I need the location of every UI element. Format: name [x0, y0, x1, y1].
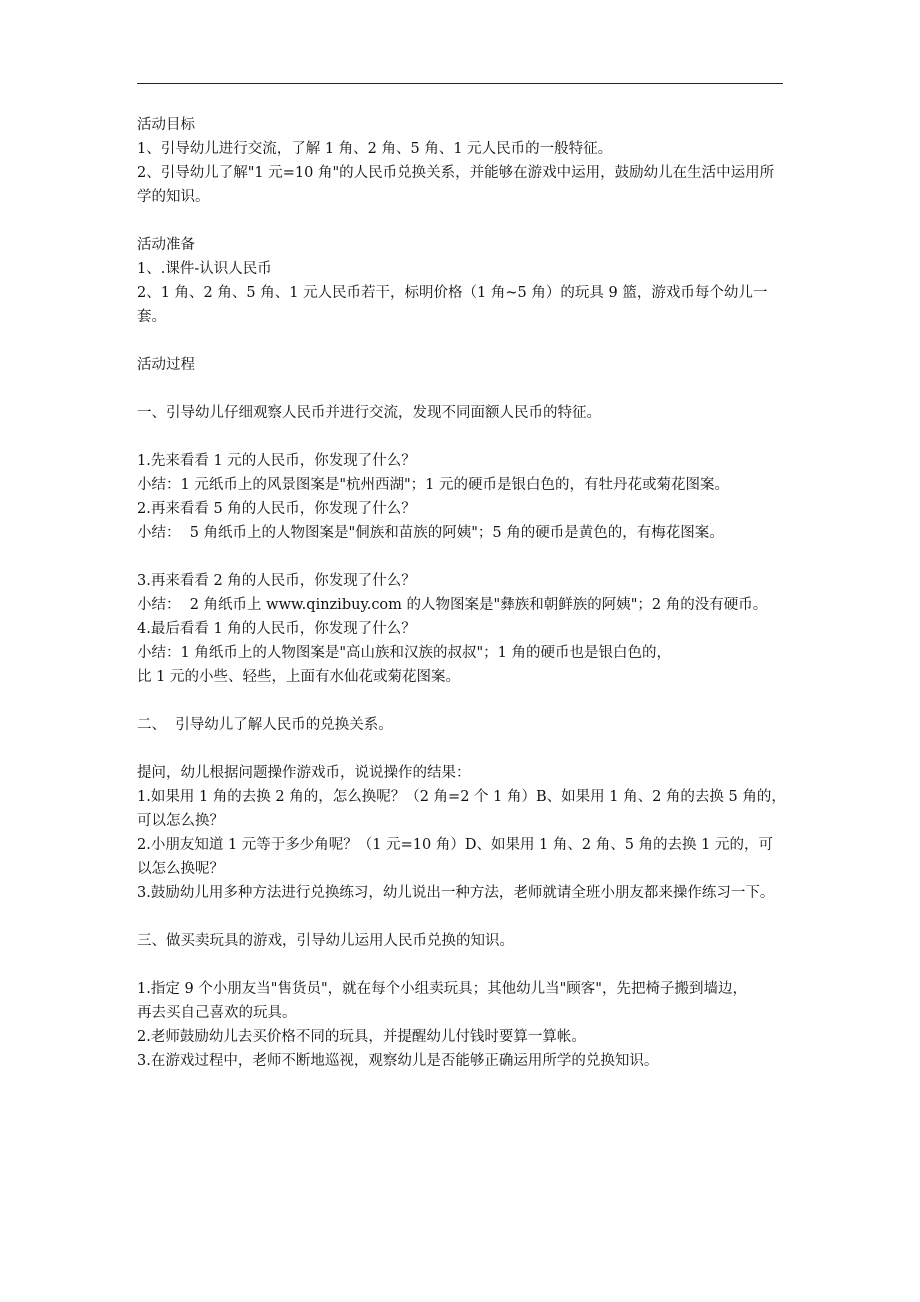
- part3-line-2: 再去买自己喜欢的玩具。: [137, 1005, 297, 1021]
- part1-line-2: 小结：1 元纸币上的风景图案是"杭州西湖"；1 元的硬币是银白色的，有牡丹花或菊花图案。: [137, 477, 730, 493]
- part1-title: 一、引导幼儿仔细观察人民币并进行交流，发现不同面额人民币的特征。: [137, 405, 601, 421]
- part3-line-4: 3.在游戏过程中，老师不断地巡视，观察幼儿是否能够正确运用所学的兑换知识。: [137, 1053, 659, 1069]
- part2-intro: 提问，幼儿根据问题操作游戏币，说说操作的结果：: [137, 765, 471, 781]
- part1-line-1: 1.先来看看 1 元的人民币，你发现了什么？: [137, 453, 416, 469]
- prep-heading: 活动准备: [137, 237, 195, 253]
- part1-line-4: 小结： 5 角纸币上的人物图案是"侗族和苗族的阿姨"；5 角的硬币是黄色的，有梅花图案。: [137, 525, 724, 541]
- goals-heading: 活动目标: [137, 117, 195, 133]
- part1-line-9: 比 1 元的小些、轻些，上面有水仙花或菊花图案。: [137, 669, 460, 685]
- part2-line-2: 2.小朋友知道 1 元等于多少角呢？（1 元=10 角）D、如果用 1 角、2 角、5 角的去换 1 元的，可以怎么换呢？: [137, 837, 774, 877]
- part3-title: 三、做买卖玩具的游戏，引导幼儿运用人民币兑换的知识。: [137, 933, 514, 949]
- part1-line-7: 4.最后看看 1 角的人民币，你发现了什么？: [137, 621, 416, 637]
- part1-line-8: 小结：1 角纸币上的人物图案是"高山族和汉族的叔叔"；1 角的硬币也是银白色的，: [137, 645, 672, 661]
- goals-item-2: 2、引导幼儿了解"1 元=10 角"的人民币兑换关系，并能够在游戏中运用，鼓励幼儿在生活中运用所学的知识。: [137, 165, 775, 205]
- part2-line-1: 1.如果用 1 角的去换 2 角的，怎么换呢？（2 角=2 个 1 角）B、如果用 1 角、2 角的去换 5 角的，可以怎么换？: [137, 789, 786, 829]
- part2-title: 二、 引导幼儿了解人民币的兑换关系。: [137, 717, 393, 733]
- document-body: [137, 113, 787, 1073]
- process-heading: 活动过程: [137, 357, 195, 373]
- part1-line-6: 小结： 2 角纸币上 www.qinzibuy.com 的人物图案是"彝族和朝鲜族的阿姨"；2 角的没有硬币。: [137, 597, 768, 613]
- part2-line-3: 3.鼓励幼儿用多种方法进行兑换练习，幼儿说出一种方法，老师就请全班小朋友都来操作练习一下。: [137, 885, 775, 901]
- part3-line-1: 1.指定 9 个小朋友当"售货员"，就在每个小组卖玩具；其他幼儿当"顾客"，先把椅子搬到墙边，: [137, 981, 747, 997]
- prep-item-2: 2、1 角、2 角、5 角、1 元人民币若干，标明价格（1 角~5 角）的玩具 9 篮，游戏币每个幼儿一套。: [137, 285, 768, 325]
- header-rule: [137, 83, 783, 84]
- part1-line-3: 2.再来看看 5 角的人民币，你发现了什么？: [137, 501, 416, 517]
- part3-line-3: 2.老师鼓励幼儿去买价格不同的玩具，并提醒幼儿付钱时要算一算帐。: [137, 1029, 586, 1045]
- part1-line-5: 3.再来看看 2 角的人民币，你发现了什么？: [137, 573, 416, 589]
- goals-item-1: 1、引导幼儿进行交流，了解 1 角、2 角、5 角、1 元人民币的一般特征。: [137, 141, 613, 157]
- prep-item-1: 1、.课件-认识人民币: [137, 261, 272, 277]
